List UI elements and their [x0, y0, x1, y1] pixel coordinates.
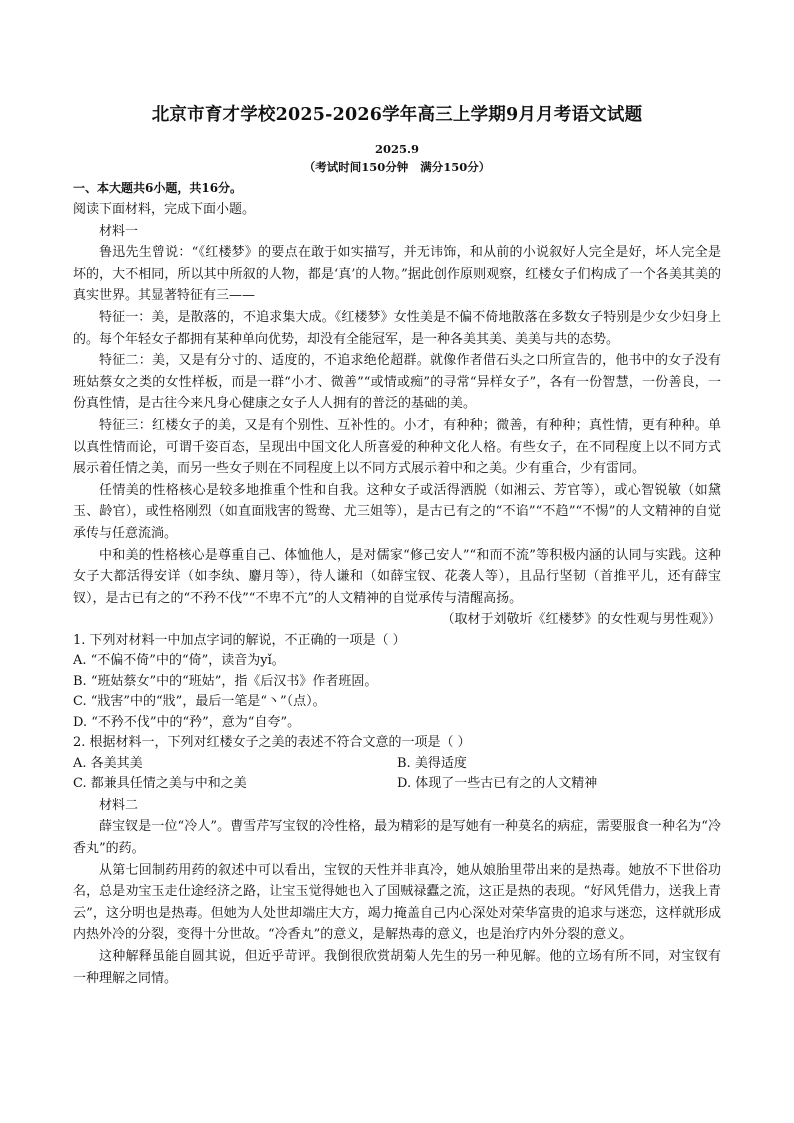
- material2-paragraph: 薛宝钗是一位“冷人”。曹雪芹写宝钗的冷性格，最为精彩的是写她有一种莫名的病症，需要服食一种名为“冷香丸”的药。: [73, 819, 721, 857]
- material1-paragraph: 特征三：红楼女子的美，又是有个别性、互补性的。小才，有种种；微善，有种种；真性情，更有种种。单以真性情而论，可谓千姿百态，呈现出中国文化人所喜爱的种种文化人格。有些女子，在不同程度上以不同方式展示着任情之美，而另一些女子则在不同程度上以不同方式展示着中和之美。少有重合，少有雷同。: [73, 417, 721, 477]
- exam-date: 2025.9: [374, 142, 419, 156]
- exam-title: 北京市育才学校2025-2026学年高三上学期9月月考语文试题: [151, 105, 643, 125]
- question-2-stem: 2. 根据材料一，下列对红楼女子之美的表述不符合文意的一项是（ ）: [73, 735, 471, 751]
- question-1-option-b[interactable]: B. “班姑蔡女”中的“班姑”，指《后汉书》作者班固。: [73, 673, 378, 689]
- question-2-options: [73, 754, 721, 795]
- question-2-option-c[interactable]: C. 都兼具任情之美与中和之美: [73, 776, 247, 792]
- section-heading: 一、本大题共6小题，共16分。: [73, 181, 243, 195]
- material1-label: 材料一: [99, 223, 139, 239]
- material1-source: （取材于刘敬圻《红楼梦》的女性观与男性观》）: [441, 612, 721, 628]
- question-1-option-a[interactable]: A. “不偏不倚”中的“倚”，读音为yǐ。: [73, 653, 285, 669]
- question-2-option-b[interactable]: B. 美得适度: [397, 755, 467, 771]
- question-1-option-c[interactable]: C. “戕害”中的“戕”，最后一笔是“丶”（点）。: [73, 694, 326, 710]
- exam-info: （考试时间150分钟 满分150分）: [303, 160, 491, 174]
- material2-paragraph: 从第七回制药用药的叙述中可以看出，宝钗的天性并非真冷，她从娘胎里带出来的是热毒。她放不下世俗功名，总是劝宝玉走仕途经济之路，让宝玉觉得她也入了国贼禄蠹之流，这正是热的表现。“好风凭借力，送我上青云”，这分明也是热毒。但她为人处世却端庄大方，竭力掩盖自己内心深处对荣华富贵的追求与迷恋，这样就形成内热外冷的分裂，变得十分世故。“冷香丸”的意义，是解热毒的意义，也是治疗内外分裂的意义。: [73, 862, 721, 943]
- question-2-option-a[interactable]: A. 各美其美: [73, 755, 143, 771]
- exam-page: [73, 100, 721, 989]
- material1-paragraph: 鲁迅先生曾说：“《红楼梦》的要点在敢于如实描写，并无讳饰，和从前的小说叙好人完全是好，坏人完全是坏的，大不相同，所以其中所叙的人物，都是‘真’的人物。”据此创作原则观察，红楼女子们构成了一个各美其美的真实世界。其显著特征有三——: [73, 245, 721, 304]
- material2-paragraph: 这种解释虽能自圆其说，但近乎苛评。我倒很欣赏胡菊人先生的另一种见解。他的立场有所不同，对宝钗有一种理解之同情。: [73, 949, 721, 986]
- question-2-option-d[interactable]: D. 体现了一些古已有之的人文精神: [397, 776, 598, 792]
- question-1-option-d[interactable]: D. “不矜不伐”中的“矜”，意为“自夸”。: [73, 714, 301, 730]
- material1-paragraph: 任情美的性格核心是较多地推重个性和自我。这种女子或活得洒脱（如湘云、芳官等），或心智锐敏（如黛玉、龄官），或性格刚烈（如直面戕害的鸳鸯、尤三姐等），是古已有之的“不谄”“不趋”“不惕”的人文精神的自觉承传与任意流淌。: [73, 482, 721, 541]
- material1-paragraph: 中和美的性格核心是尊重自己、体恤他人，是对儒家“修己安人”“和而不流”等积极内涵的认同与实践。这种女子大都活得安详（如李纨、麝月等），待人谦和（如薛宝钗、花袭人等），且品行坚韧（首推平儿，还有薛宝钗），是古已有之的“不矜不伐”“不卑不亢”的人文精神的自觉承传与清醒高扬。: [73, 547, 721, 606]
- material1-paragraph: 特征二：美，又是有分寸的、适度的，不追求绝伦超群。就像作者借石头之口所宣告的，他书中的女子没有班姑蔡女之类的女性样板，而是一群“小才、微善”“或情或痴”的寻常“异样女子”，各有一份智慧，一份善良，一份真性情，是古往今来凡身心健康之女子人人拥有的普泛的基础的美。: [73, 353, 721, 412]
- question-1-stem: 1. 下列对材料一中加点字词的解说，不正确的一项是（ ）: [73, 632, 406, 648]
- material2-label: 材料二: [99, 797, 139, 813]
- material1-paragraph: 特征一：美，是散落的，不追求集大成。《红楼梦》女性美是不偏不倚地散落在多数女子特别是少女少妇身上的。每个年轻女子都拥有某种单向优势，却没有全能冠军，是一种各美其美、美美与共的态势。: [73, 309, 721, 347]
- reading-instruction: 阅读下面材料，完成下面小题。: [73, 202, 256, 217]
